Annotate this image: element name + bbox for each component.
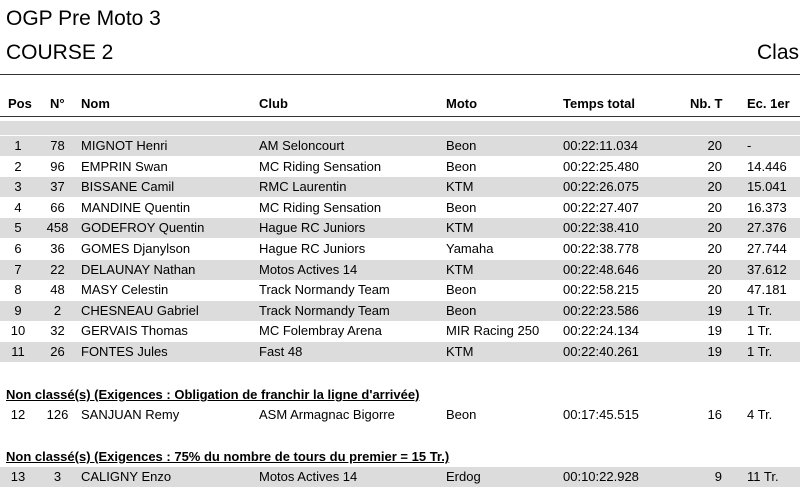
- col-ec-header: Ec. 1er: [747, 96, 790, 111]
- cell-club: Motos Actives 14: [259, 261, 358, 277]
- cell-temps: 00:22:40.261: [563, 344, 639, 359]
- cell-moto: Yamaha: [446, 241, 494, 256]
- cell-club: RMC Laurentin: [259, 179, 347, 195]
- cell-moto: Erdog: [446, 469, 481, 484]
- cell-pos: 9: [14, 302, 22, 318]
- cell-ec: 4 Tr.: [747, 407, 773, 422]
- cell-nom: CALIGNY Enzo: [81, 469, 172, 484]
- cell-temps: 00:22:38.778: [563, 241, 639, 256]
- cell-temps: 00:10:22.928: [563, 469, 639, 484]
- cell-nbt: 20: [707, 179, 722, 195]
- cell-club: ASM Armagnac Bigorre: [259, 407, 395, 422]
- cell-temps: 00:22:27.407: [563, 199, 639, 215]
- cell-pos: 6: [14, 241, 22, 256]
- cell-nom: MASY Celestin: [81, 282, 169, 298]
- cell-num: 3: [53, 469, 62, 484]
- cell-pos: 10: [10, 323, 26, 339]
- cell-moto: MIR Racing 250: [446, 323, 540, 339]
- cell-ec: 15.041: [747, 179, 787, 195]
- cell-ec: -: [747, 138, 752, 153]
- cell-num: 66: [50, 199, 65, 215]
- table-header: [0, 94, 800, 114]
- cell-club: AM Seloncourt: [259, 138, 345, 153]
- cell-num: 458: [46, 220, 69, 236]
- cell-moto: KTM: [446, 344, 474, 359]
- cell-nom: GODEFROY Quentin: [81, 220, 205, 236]
- cell-num: 126: [46, 407, 69, 422]
- cell-ec: 27.376: [747, 220, 787, 236]
- page-title: OGP Pre Moto 3: [6, 7, 161, 30]
- cell-nbt: 20: [707, 241, 722, 256]
- table-row: [0, 239, 800, 259]
- cell-moto: Beon: [446, 138, 477, 153]
- table-row: [0, 467, 800, 487]
- cell-nom: MIGNOT Henri: [81, 138, 168, 153]
- cell-nbt: 20: [707, 138, 722, 153]
- cell-nom: DELAUNAY Nathan: [81, 261, 196, 277]
- cell-pos: 2: [14, 158, 22, 174]
- cell-pos: 13: [10, 469, 26, 484]
- cell-moto: Beon: [446, 407, 477, 422]
- cell-moto: KTM: [446, 220, 474, 236]
- cell-nbt: 20: [707, 199, 722, 215]
- cell-nbt: 19: [707, 302, 722, 318]
- table-row: [0, 136, 800, 156]
- table-row: [0, 218, 800, 238]
- col-club-header: Club: [259, 96, 288, 111]
- cell-ec: 14.446: [747, 158, 787, 174]
- cell-pos: 3: [14, 179, 22, 195]
- cell-temps: 00:17:45.515: [563, 407, 639, 422]
- cell-club: Track Normandy Team: [259, 282, 390, 298]
- cell-ec: 1 Tr.: [747, 302, 773, 318]
- non-classified-heading-2: Non classé(s) (Exigences : 75% du nombre de tours du premier = 15 Tr.): [6, 449, 450, 464]
- cell-temps: 00:22:38.410: [563, 220, 639, 236]
- cell-nbt: 20: [707, 158, 722, 174]
- cell-temps: 00:22:11.034: [563, 138, 638, 153]
- cell-moto: Beon: [446, 302, 477, 318]
- cell-moto: Beon: [446, 199, 477, 215]
- cell-temps: 00:22:23.586: [563, 302, 639, 318]
- cell-temps: 00:22:58.215: [563, 282, 639, 298]
- cell-nbt: 19: [707, 344, 722, 359]
- cell-club: Hague RC Juniors: [259, 241, 366, 256]
- cell-pos: 8: [14, 282, 22, 298]
- cell-nbt: 19: [707, 323, 722, 339]
- cell-club: Motos Actives 14: [259, 469, 358, 484]
- cell-ec: 27.744: [747, 241, 787, 256]
- cell-nbt: 20: [707, 282, 722, 298]
- cell-club: MC Folembray Arena: [259, 323, 382, 339]
- table-row: [0, 177, 800, 197]
- table-row: [0, 321, 800, 341]
- col-nbt-header: Nb. T: [690, 96, 723, 111]
- cell-moto: KTM: [446, 179, 474, 195]
- table-row: [0, 198, 800, 218]
- cell-ec: 1 Tr.: [747, 323, 773, 339]
- cell-nom: FONTES Jules: [81, 344, 168, 359]
- cell-temps: 00:22:48.646: [563, 261, 639, 277]
- cell-nom: CHESNEAU Gabriel: [81, 302, 199, 318]
- cell-club: Track Normandy Team: [259, 302, 390, 318]
- table-row: [0, 260, 800, 280]
- cell-pos: 4: [14, 199, 22, 215]
- cell-ec: 11 Tr.: [747, 469, 779, 484]
- cell-num: 2: [53, 302, 62, 318]
- cell-nom: GERVAIS Thomas: [81, 323, 188, 339]
- cell-temps: 00:22:24.134: [563, 323, 639, 339]
- cell-nom: BISSANE Camil: [81, 179, 175, 195]
- cell-nbt: 16: [707, 407, 722, 422]
- cell-num: 37: [50, 179, 65, 195]
- cell-ec: 1 Tr.: [747, 344, 773, 359]
- cell-nom: GOMES Djanylson: [81, 241, 191, 256]
- classification-label: Clas: [757, 41, 800, 64]
- cell-num: 78: [50, 138, 65, 153]
- col-pos-header: Pos: [8, 96, 32, 111]
- cell-pos: 7: [14, 261, 22, 277]
- cell-num: 96: [50, 158, 65, 174]
- col-temps-header: Temps total: [563, 96, 635, 111]
- table-row: [0, 301, 800, 321]
- cell-num: 36: [50, 241, 65, 256]
- cell-club: MC Riding Sensation: [259, 158, 382, 174]
- col-nom-header: Nom: [81, 96, 110, 111]
- non-classified-heading-1: Non classé(s) (Exigences : Obligation de franchir la ligne d'arrivée): [6, 387, 420, 402]
- cell-club: Hague RC Juniors: [259, 220, 366, 236]
- col-num-header: N°: [50, 96, 65, 111]
- table-row: [0, 280, 800, 300]
- cell-nom: SANJUAN Remy: [81, 407, 180, 422]
- header-divider: [0, 74, 800, 75]
- table-row: [0, 342, 800, 362]
- cell-nom: MANDINE Quentin: [81, 199, 191, 215]
- col-moto-header: Moto: [446, 96, 478, 111]
- cell-ec: 16.373: [747, 199, 787, 215]
- table-row: [0, 157, 800, 177]
- cell-pos: 1: [14, 138, 22, 153]
- cell-temps: 00:22:26.075: [563, 179, 639, 195]
- cell-pos: 5: [14, 220, 22, 236]
- cell-moto: Beon: [446, 282, 477, 298]
- cell-ec: 47.181: [747, 282, 787, 298]
- cell-nbt: 20: [707, 261, 722, 277]
- spacer-band: [0, 121, 800, 135]
- cell-pos: 12: [10, 407, 26, 422]
- cell-pos: 11: [11, 344, 25, 359]
- table-row: [0, 405, 800, 425]
- race-subtitle: COURSE 2: [6, 41, 114, 64]
- cell-ec: 37.612: [747, 261, 787, 277]
- cell-club: Fast 48: [259, 344, 303, 359]
- cell-moto: Beon: [446, 158, 477, 174]
- cell-num: 48: [50, 282, 65, 298]
- cell-num: 22: [50, 261, 65, 277]
- cell-club: MC Riding Sensation: [259, 199, 382, 215]
- table-header-divider: [0, 116, 800, 117]
- cell-nbt: 20: [707, 220, 722, 236]
- cell-num: 26: [50, 344, 65, 359]
- cell-num: 32: [50, 323, 65, 339]
- cell-nbt: 9: [714, 469, 722, 484]
- cell-nom: EMPRIN Swan: [81, 158, 168, 174]
- cell-temps: 00:22:25.480: [563, 158, 639, 174]
- cell-moto: KTM: [446, 261, 474, 277]
